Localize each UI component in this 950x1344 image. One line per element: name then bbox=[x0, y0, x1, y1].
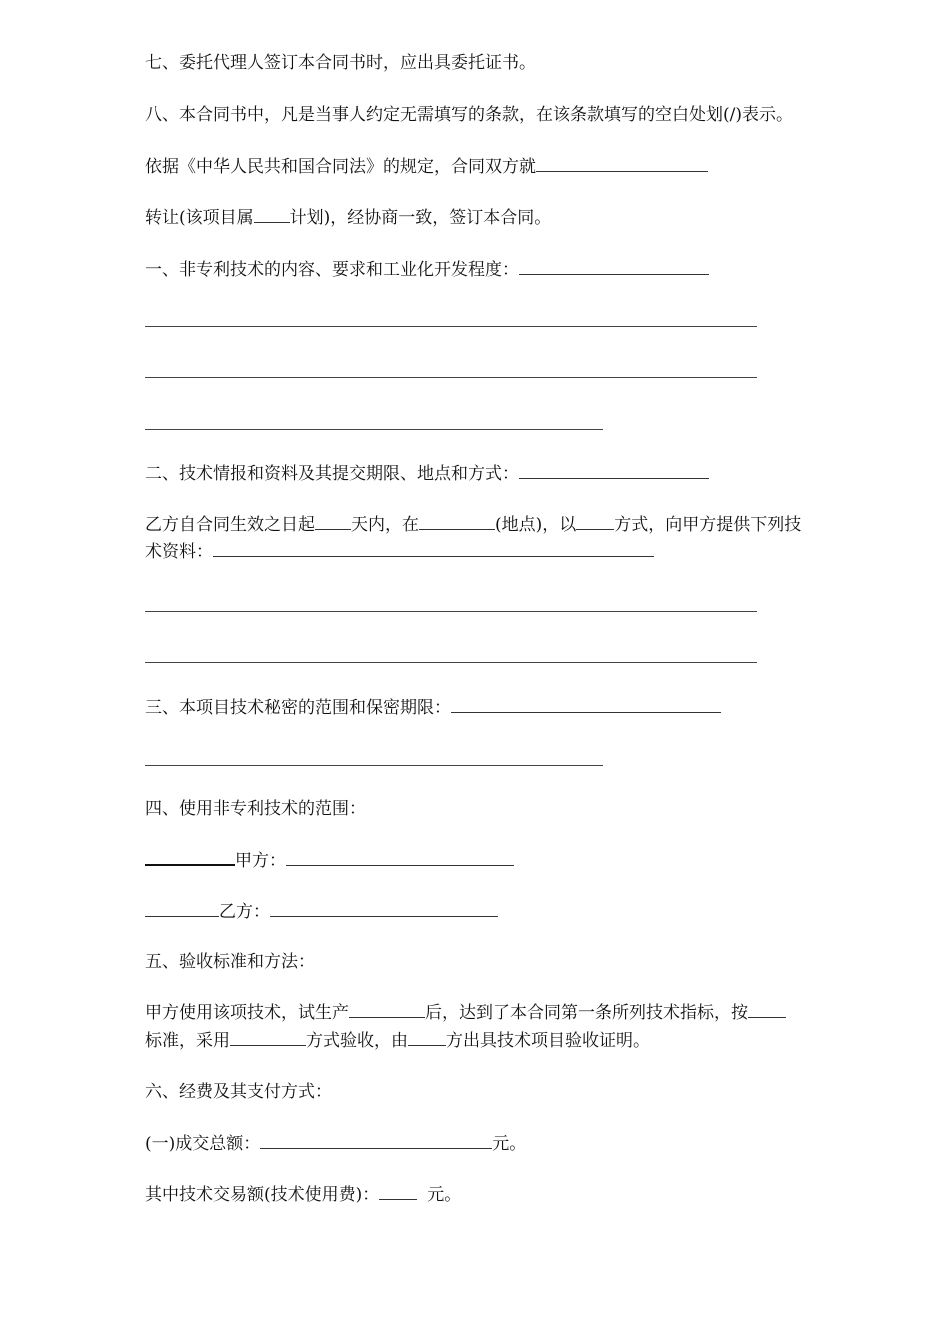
party-a-line bbox=[145, 846, 514, 874]
party-b-scope-blank[interactable] bbox=[270, 898, 498, 917]
section-1-fill-line[interactable] bbox=[145, 429, 603, 430]
section-2-heading bbox=[145, 460, 709, 487]
transfer-text-a: 转让(该项目属 bbox=[145, 208, 254, 228]
yuan-unit: 元。 bbox=[492, 1134, 527, 1154]
s5-text-5: 方出具技术项目验收证明。 bbox=[446, 1031, 650, 1051]
section-1-heading bbox=[145, 256, 709, 283]
basis-text: 依据《中华人民共和国合同法》的规定，合同双方就 bbox=[145, 157, 536, 177]
clause-8: 八、本合同书中，凡是当事人约定无需填写的条款，在该条款填写的空白处划(/)表示。 bbox=[145, 105, 793, 125]
project-name-blank[interactable] bbox=[536, 153, 708, 172]
section-2-para-line1 bbox=[145, 511, 801, 538]
section-2-fill-line[interactable] bbox=[145, 611, 757, 612]
s2-text-4: 方式，向甲方提供下列技 bbox=[614, 515, 802, 535]
s5-text-1: 甲方使用该项技术，试生产 bbox=[145, 1003, 349, 1023]
section-1-title: 一、非专利技术的内容、要求和工业化开发程度： bbox=[145, 260, 519, 280]
materials-blank[interactable] bbox=[213, 538, 654, 557]
s5-text-4: 方式验收，由 bbox=[306, 1031, 408, 1051]
method-blank[interactable] bbox=[576, 511, 614, 530]
transfer-line bbox=[145, 204, 551, 231]
acceptance-method-blank[interactable] bbox=[230, 1027, 306, 1046]
party-a-prefix-blank[interactable] bbox=[145, 846, 235, 866]
s2-text-1: 乙方自合同生效之日起 bbox=[145, 515, 315, 535]
section-1-blank[interactable] bbox=[519, 256, 709, 275]
section-2-para-line2 bbox=[145, 538, 654, 565]
yuan-unit: 元。 bbox=[427, 1185, 462, 1205]
section-1-fill-line[interactable] bbox=[145, 377, 757, 378]
section-2-fill-line[interactable] bbox=[145, 662, 757, 663]
section-2-blank[interactable] bbox=[519, 460, 709, 479]
basis-line bbox=[145, 153, 708, 180]
transfer-text-b: 计划)，经协商一致，签订本合同。 bbox=[289, 208, 552, 228]
standard-blank[interactable] bbox=[748, 999, 786, 1018]
s2-text-2: 天内，在 bbox=[351, 515, 419, 535]
s2-text-3: (地点)，以 bbox=[495, 515, 577, 535]
section-5-para-line1 bbox=[145, 999, 786, 1026]
party-a-label: 甲方： bbox=[235, 851, 286, 871]
location-blank[interactable] bbox=[419, 511, 495, 530]
clause-7: 七、委托代理人签订本合同书时，应出具委托证书。 bbox=[145, 53, 536, 73]
section-2-title: 二、技术情报和资料及其提交期限、地点和方式： bbox=[145, 464, 519, 484]
section-5-para-line2 bbox=[145, 1027, 650, 1054]
section-1-fill-line[interactable] bbox=[145, 326, 757, 327]
section-4-heading: 四、使用非专利技术的范围： bbox=[145, 799, 366, 819]
party-b-line bbox=[145, 898, 498, 925]
tech-fee-line bbox=[145, 1181, 461, 1208]
section-3-heading bbox=[145, 694, 721, 721]
section-3-fill-line[interactable] bbox=[145, 765, 603, 766]
party-b-prefix-blank[interactable] bbox=[145, 898, 219, 917]
section-3-title: 三、本项目技术秘密的范围和保密期限： bbox=[145, 698, 451, 718]
s5-text-3: 标准，采用 bbox=[145, 1031, 230, 1051]
section-5-heading: 五、验收标准和方法： bbox=[145, 952, 315, 972]
trial-period-blank[interactable] bbox=[349, 999, 425, 1018]
plan-blank[interactable] bbox=[254, 204, 290, 223]
total-amount-line bbox=[145, 1130, 526, 1157]
tech-fee-blank[interactable] bbox=[379, 1181, 417, 1200]
tech-fee-label: 其中技术交易额(技术使用费)： bbox=[145, 1185, 380, 1205]
section-3-blank[interactable] bbox=[451, 694, 721, 713]
issuing-party-blank[interactable] bbox=[408, 1027, 446, 1046]
section-6-heading: 六、经费及其支付方式： bbox=[145, 1082, 332, 1102]
party-b-label: 乙方： bbox=[219, 902, 270, 922]
days-blank[interactable] bbox=[315, 511, 351, 530]
party-a-scope-blank[interactable] bbox=[286, 847, 514, 866]
s2-text-5: 术资料： bbox=[145, 542, 213, 562]
total-amount-blank[interactable] bbox=[260, 1130, 492, 1149]
s5-text-2: 后，达到了本合同第一条所列技术指标，按 bbox=[425, 1003, 748, 1023]
total-amount-label: (一)成交总额： bbox=[145, 1134, 261, 1154]
